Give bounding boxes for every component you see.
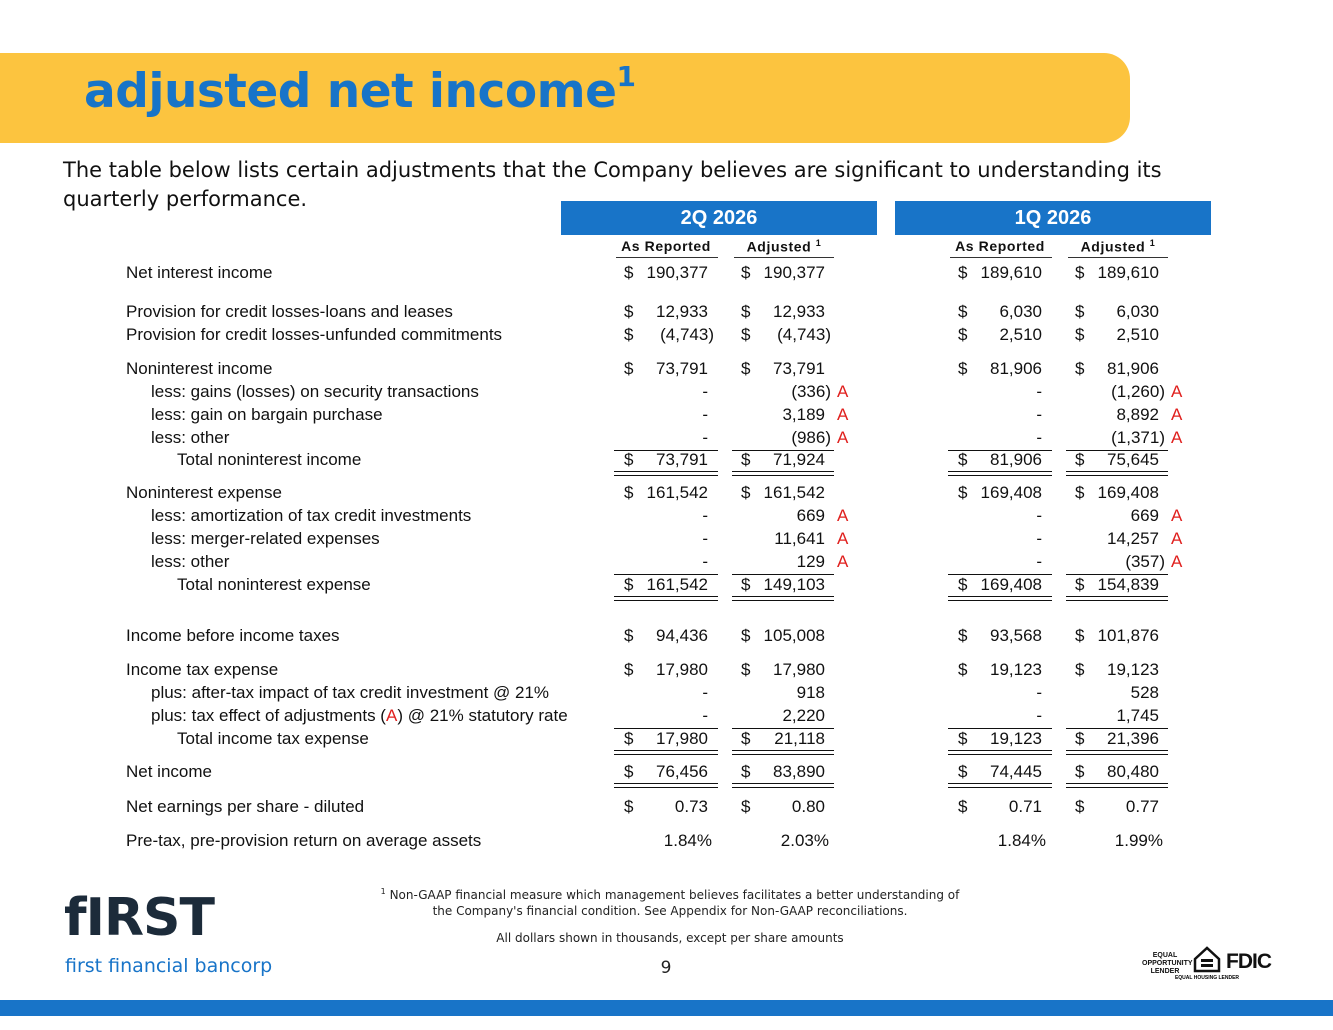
currency-symbol: $ bbox=[1075, 483, 1085, 502]
value-cell: 669 bbox=[1130, 506, 1159, 525]
currency-symbol: $ bbox=[741, 575, 751, 594]
col-rule bbox=[616, 257, 718, 258]
value-cell: (1,260) bbox=[1111, 382, 1165, 401]
row-label: less: amortization of tax credit investments bbox=[151, 506, 472, 525]
value-cell: - bbox=[702, 405, 708, 424]
currency-symbol: $ bbox=[1075, 797, 1085, 816]
value-cell: - bbox=[702, 683, 708, 702]
currency-symbol: $ bbox=[958, 575, 968, 594]
value-cell: 81,906 bbox=[990, 450, 1042, 469]
currency-symbol: $ bbox=[1075, 626, 1085, 645]
value-cell: 169,408 bbox=[980, 483, 1042, 502]
row-label: Provision for credit losses-unfunded commitments bbox=[126, 325, 503, 344]
value-cell: 1,745 bbox=[1116, 706, 1159, 725]
value-cell: 81,906 bbox=[990, 359, 1042, 378]
currency-symbol: $ bbox=[1075, 729, 1085, 748]
value-cell: 0.80 bbox=[791, 797, 825, 816]
currency-symbol: $ bbox=[741, 729, 751, 748]
value-cell: 6,030 bbox=[1116, 302, 1159, 321]
value-cell: 17,980 bbox=[656, 729, 708, 748]
value-cell: - bbox=[702, 706, 708, 725]
value-cell: (4,743) bbox=[777, 325, 831, 344]
value-cell: - bbox=[1036, 428, 1042, 447]
underline bbox=[732, 574, 834, 575]
row-label: Income before income taxes bbox=[126, 626, 340, 645]
intro-text: The table below lists certain adjustments that the Company believes are significant to understanding its quarterly performance. bbox=[63, 158, 1162, 211]
currency-symbol: $ bbox=[1075, 325, 1085, 344]
value-cell: (357) bbox=[1125, 552, 1165, 571]
double-underline bbox=[1066, 471, 1168, 476]
underline bbox=[732, 728, 834, 729]
currency-symbol: $ bbox=[958, 325, 968, 344]
value-cell: 0.73 bbox=[674, 797, 708, 816]
row-label: plus: tax effect of adjustments (A) @ 21% statutory rate bbox=[151, 706, 568, 725]
value-cell: - bbox=[702, 506, 708, 525]
underline bbox=[948, 574, 1052, 575]
adjustment-mark: A bbox=[837, 552, 849, 571]
double-underline bbox=[1066, 596, 1168, 601]
col-rule bbox=[950, 257, 1052, 258]
value-cell: 528 bbox=[1130, 683, 1159, 702]
double-underline bbox=[948, 783, 1052, 788]
period-header-1q: 1Q 2026 bbox=[895, 201, 1211, 235]
currency-symbol: $ bbox=[741, 626, 751, 645]
col-head-reported-1q: As Reported bbox=[955, 238, 1045, 254]
double-underline bbox=[948, 596, 1052, 601]
currency-symbol: $ bbox=[1075, 359, 1085, 378]
value-cell: - bbox=[1036, 683, 1042, 702]
company-name: first financial bancorp bbox=[65, 955, 273, 977]
row-label: Noninterest expense bbox=[126, 483, 282, 502]
currency-symbol: $ bbox=[958, 762, 968, 781]
adjustment-mark: A bbox=[837, 382, 849, 401]
adjustment-mark: A bbox=[1171, 405, 1183, 424]
currency-symbol: $ bbox=[958, 483, 968, 502]
currency-symbol: $ bbox=[624, 450, 634, 469]
row-label: plus: after-tax impact of tax credit investment @ 21% bbox=[151, 683, 550, 702]
value-cell: - bbox=[702, 552, 708, 571]
double-underline bbox=[732, 783, 834, 788]
value-cell: 80,480 bbox=[1107, 762, 1159, 781]
adjustment-mark: A bbox=[1171, 529, 1183, 548]
page-title: adjusted net income$^1$ bbox=[84, 60, 636, 119]
row-label: Total noninterest income bbox=[177, 450, 362, 469]
row-label: Total income tax expense bbox=[177, 729, 369, 748]
double-underline bbox=[732, 750, 834, 755]
value-cell: - bbox=[1036, 506, 1042, 525]
currency-symbol: $ bbox=[741, 762, 751, 781]
value-cell: 73,791 bbox=[656, 450, 708, 469]
currency-symbol: $ bbox=[958, 729, 968, 748]
value-cell: 0.71 bbox=[1008, 797, 1042, 816]
currency-symbol: $ bbox=[741, 660, 751, 679]
value-cell: 669 bbox=[796, 506, 825, 525]
bottom-bar bbox=[0, 1000, 1333, 1016]
footnote-dollars: All dollars shown in thousands, except per share amounts bbox=[496, 931, 844, 945]
double-underline bbox=[732, 596, 834, 601]
adjustment-mark: A bbox=[1171, 552, 1183, 571]
value-cell: 190,377 bbox=[646, 263, 708, 282]
col-head-reported-2q: As Reported bbox=[621, 238, 711, 254]
value-cell: (336) bbox=[791, 382, 831, 401]
double-underline bbox=[1066, 750, 1168, 755]
row-label: Total noninterest expense bbox=[177, 575, 371, 594]
fdic-logo: FDIC bbox=[1226, 950, 1271, 973]
currency-symbol: $ bbox=[741, 483, 751, 502]
value-cell: (4,743) bbox=[660, 325, 714, 344]
adjustment-mark: A bbox=[837, 428, 849, 447]
value-cell: 19,123 bbox=[990, 729, 1042, 748]
row-label: less: gains (losses) on security transactions bbox=[151, 382, 479, 401]
value-cell: 6,030 bbox=[999, 302, 1042, 321]
value-cell: 2.03% bbox=[780, 831, 829, 850]
currency-symbol: $ bbox=[624, 575, 634, 594]
row-label: less: gain on bargain purchase bbox=[151, 405, 383, 424]
row-label: Pre-tax, pre-provision return on average assets bbox=[126, 831, 482, 850]
adjustment-mark: A bbox=[1171, 506, 1183, 525]
row-label: Income tax expense bbox=[126, 660, 279, 679]
currency-symbol: $ bbox=[741, 359, 751, 378]
value-cell: 75,645 bbox=[1107, 450, 1159, 469]
value-cell: 11,641 bbox=[774, 529, 825, 548]
currency-symbol: $ bbox=[624, 729, 634, 748]
double-underline bbox=[732, 471, 834, 476]
currency-symbol: $ bbox=[624, 263, 634, 282]
currency-symbol: $ bbox=[958, 302, 968, 321]
row-label: Net interest income bbox=[126, 263, 273, 282]
currency-symbol: $ bbox=[1075, 450, 1085, 469]
row-label: less: other bbox=[151, 428, 230, 447]
value-cell: 14,257 bbox=[1107, 529, 1159, 548]
value-cell: (1,371) bbox=[1111, 428, 1165, 447]
adjustment-mark: A bbox=[837, 405, 849, 424]
row-label: Net earnings per share - diluted bbox=[126, 797, 365, 816]
currency-symbol: $ bbox=[1075, 263, 1085, 282]
underline bbox=[614, 728, 718, 729]
currency-symbol: $ bbox=[624, 797, 634, 816]
value-cell: 21,396 bbox=[1107, 729, 1159, 748]
value-cell: 189,610 bbox=[980, 263, 1042, 282]
equal-opportunity-lender-badge: EQUAL OPPORTUNITY LENDER bbox=[1142, 952, 1193, 975]
double-underline bbox=[948, 471, 1052, 476]
currency-symbol: $ bbox=[624, 626, 634, 645]
currency-symbol: $ bbox=[624, 483, 634, 502]
double-underline bbox=[1066, 783, 1168, 788]
currency-symbol: $ bbox=[741, 450, 751, 469]
value-cell: 0.77 bbox=[1125, 797, 1159, 816]
value-cell: 2,510 bbox=[1116, 325, 1159, 344]
double-underline bbox=[614, 596, 718, 601]
currency-symbol: $ bbox=[958, 797, 968, 816]
first-logo: fIRST bbox=[64, 888, 214, 948]
currency-symbol: $ bbox=[624, 325, 634, 344]
value-cell: 19,123 bbox=[990, 660, 1042, 679]
value-cell: 169,408 bbox=[980, 575, 1042, 594]
underline bbox=[1066, 450, 1168, 451]
value-cell: 73,791 bbox=[656, 359, 708, 378]
currency-symbol: $ bbox=[958, 626, 968, 645]
value-cell: 81,906 bbox=[1107, 359, 1159, 378]
currency-symbol: $ bbox=[624, 359, 634, 378]
value-cell: 17,980 bbox=[656, 660, 708, 679]
value-cell: 8,892 bbox=[1116, 405, 1159, 424]
underline bbox=[948, 450, 1052, 451]
col-rule bbox=[1068, 257, 1168, 258]
footnote: $^1$ Non-GAAP financial measure which management believes facilitates a better understanding of the Company's financial condition. See Appendix for Non-GAAP reconciliations. bbox=[380, 887, 960, 918]
underline bbox=[948, 728, 1052, 729]
value-cell: 129 bbox=[796, 552, 825, 571]
adjustment-mark: A bbox=[385, 706, 398, 725]
underline bbox=[614, 450, 718, 451]
currency-symbol: $ bbox=[1075, 575, 1085, 594]
value-cell: - bbox=[702, 382, 708, 401]
value-cell: - bbox=[1036, 529, 1042, 548]
value-cell: 17,980 bbox=[773, 660, 825, 679]
value-cell: 83,890 bbox=[773, 762, 825, 781]
adjustment-mark: A bbox=[1171, 382, 1183, 401]
value-cell: - bbox=[1036, 706, 1042, 725]
value-cell: 189,610 bbox=[1097, 263, 1159, 282]
col-head-adjusted-1q: Adjusted $^1$ bbox=[1080, 238, 1156, 255]
currency-symbol: $ bbox=[1075, 660, 1085, 679]
currency-symbol: $ bbox=[741, 263, 751, 282]
value-cell: - bbox=[702, 428, 708, 447]
value-cell: 161,542 bbox=[646, 483, 708, 502]
col-head-adjusted-2q: Adjusted $^1$ bbox=[746, 238, 822, 255]
ehl-text: EQUAL HOUSING LENDER bbox=[1174, 975, 1240, 981]
value-cell: 190,377 bbox=[763, 263, 825, 282]
value-cell: 94,436 bbox=[656, 626, 708, 645]
value-cell: 105,008 bbox=[763, 626, 825, 645]
currency-symbol: $ bbox=[958, 660, 968, 679]
currency-symbol: $ bbox=[958, 359, 968, 378]
value-cell: - bbox=[1036, 382, 1042, 401]
value-cell: 1.99% bbox=[1114, 831, 1163, 850]
row-label: less: merger-related expenses bbox=[151, 529, 380, 548]
value-cell: 12,933 bbox=[656, 302, 708, 321]
value-cell: 1.84% bbox=[997, 831, 1046, 850]
currency-symbol: $ bbox=[958, 450, 968, 469]
underline bbox=[614, 574, 718, 575]
currency-symbol: $ bbox=[624, 762, 634, 781]
value-cell: 161,542 bbox=[646, 575, 708, 594]
value-cell: 154,839 bbox=[1097, 575, 1159, 594]
double-underline bbox=[948, 750, 1052, 755]
currency-symbol: $ bbox=[958, 263, 968, 282]
value-cell: 19,123 bbox=[1107, 660, 1159, 679]
row-label: Net income bbox=[126, 762, 212, 781]
adjustment-mark: A bbox=[837, 529, 849, 548]
period-header-2q: 2Q 2026 bbox=[561, 201, 877, 235]
equal-housing-lender-icon bbox=[1174, 945, 1240, 981]
value-cell: 71,924 bbox=[773, 450, 825, 469]
value-cell: 12,933 bbox=[773, 302, 825, 321]
value-cell: 101,876 bbox=[1097, 626, 1159, 645]
currency-symbol: $ bbox=[741, 797, 751, 816]
underline bbox=[1066, 728, 1168, 729]
currency-symbol: $ bbox=[624, 302, 634, 321]
page-number: 9 bbox=[660, 958, 672, 978]
value-cell: 74,445 bbox=[990, 762, 1042, 781]
value-cell: 73,791 bbox=[773, 359, 825, 378]
double-underline bbox=[614, 783, 718, 788]
value-cell: - bbox=[1036, 552, 1042, 571]
value-cell: 169,408 bbox=[1097, 483, 1159, 502]
underline bbox=[1066, 574, 1168, 575]
value-cell: 21,118 bbox=[774, 729, 825, 748]
value-cell: 149,103 bbox=[763, 575, 825, 594]
value-cell: 2,220 bbox=[782, 706, 825, 725]
value-cell: 2,510 bbox=[999, 325, 1042, 344]
currency-symbol: $ bbox=[624, 660, 634, 679]
value-cell: 3,189 bbox=[782, 405, 825, 424]
double-underline bbox=[614, 471, 718, 476]
row-label: Noninterest income bbox=[126, 359, 273, 378]
row-label: Provision for credit losses-loans and leases bbox=[126, 302, 453, 321]
currency-symbol: $ bbox=[741, 302, 751, 321]
underline bbox=[732, 450, 834, 451]
row-label: less: other bbox=[151, 552, 230, 571]
value-cell: - bbox=[702, 529, 708, 548]
adjustment-mark: A bbox=[837, 506, 849, 525]
value-cell: 1.84% bbox=[663, 831, 712, 850]
value-cell: 76,456 bbox=[656, 762, 708, 781]
value-cell: - bbox=[1036, 405, 1042, 424]
value-cell: 93,568 bbox=[990, 626, 1042, 645]
value-cell: 161,542 bbox=[763, 483, 825, 502]
adjustment-mark: A bbox=[1171, 428, 1183, 447]
col-rule bbox=[734, 257, 834, 258]
currency-symbol: $ bbox=[1075, 302, 1085, 321]
value-cell: (986) bbox=[791, 428, 831, 447]
currency-symbol: $ bbox=[741, 325, 751, 344]
double-underline bbox=[614, 750, 718, 755]
currency-symbol: $ bbox=[1075, 762, 1085, 781]
value-cell: 918 bbox=[796, 683, 825, 702]
